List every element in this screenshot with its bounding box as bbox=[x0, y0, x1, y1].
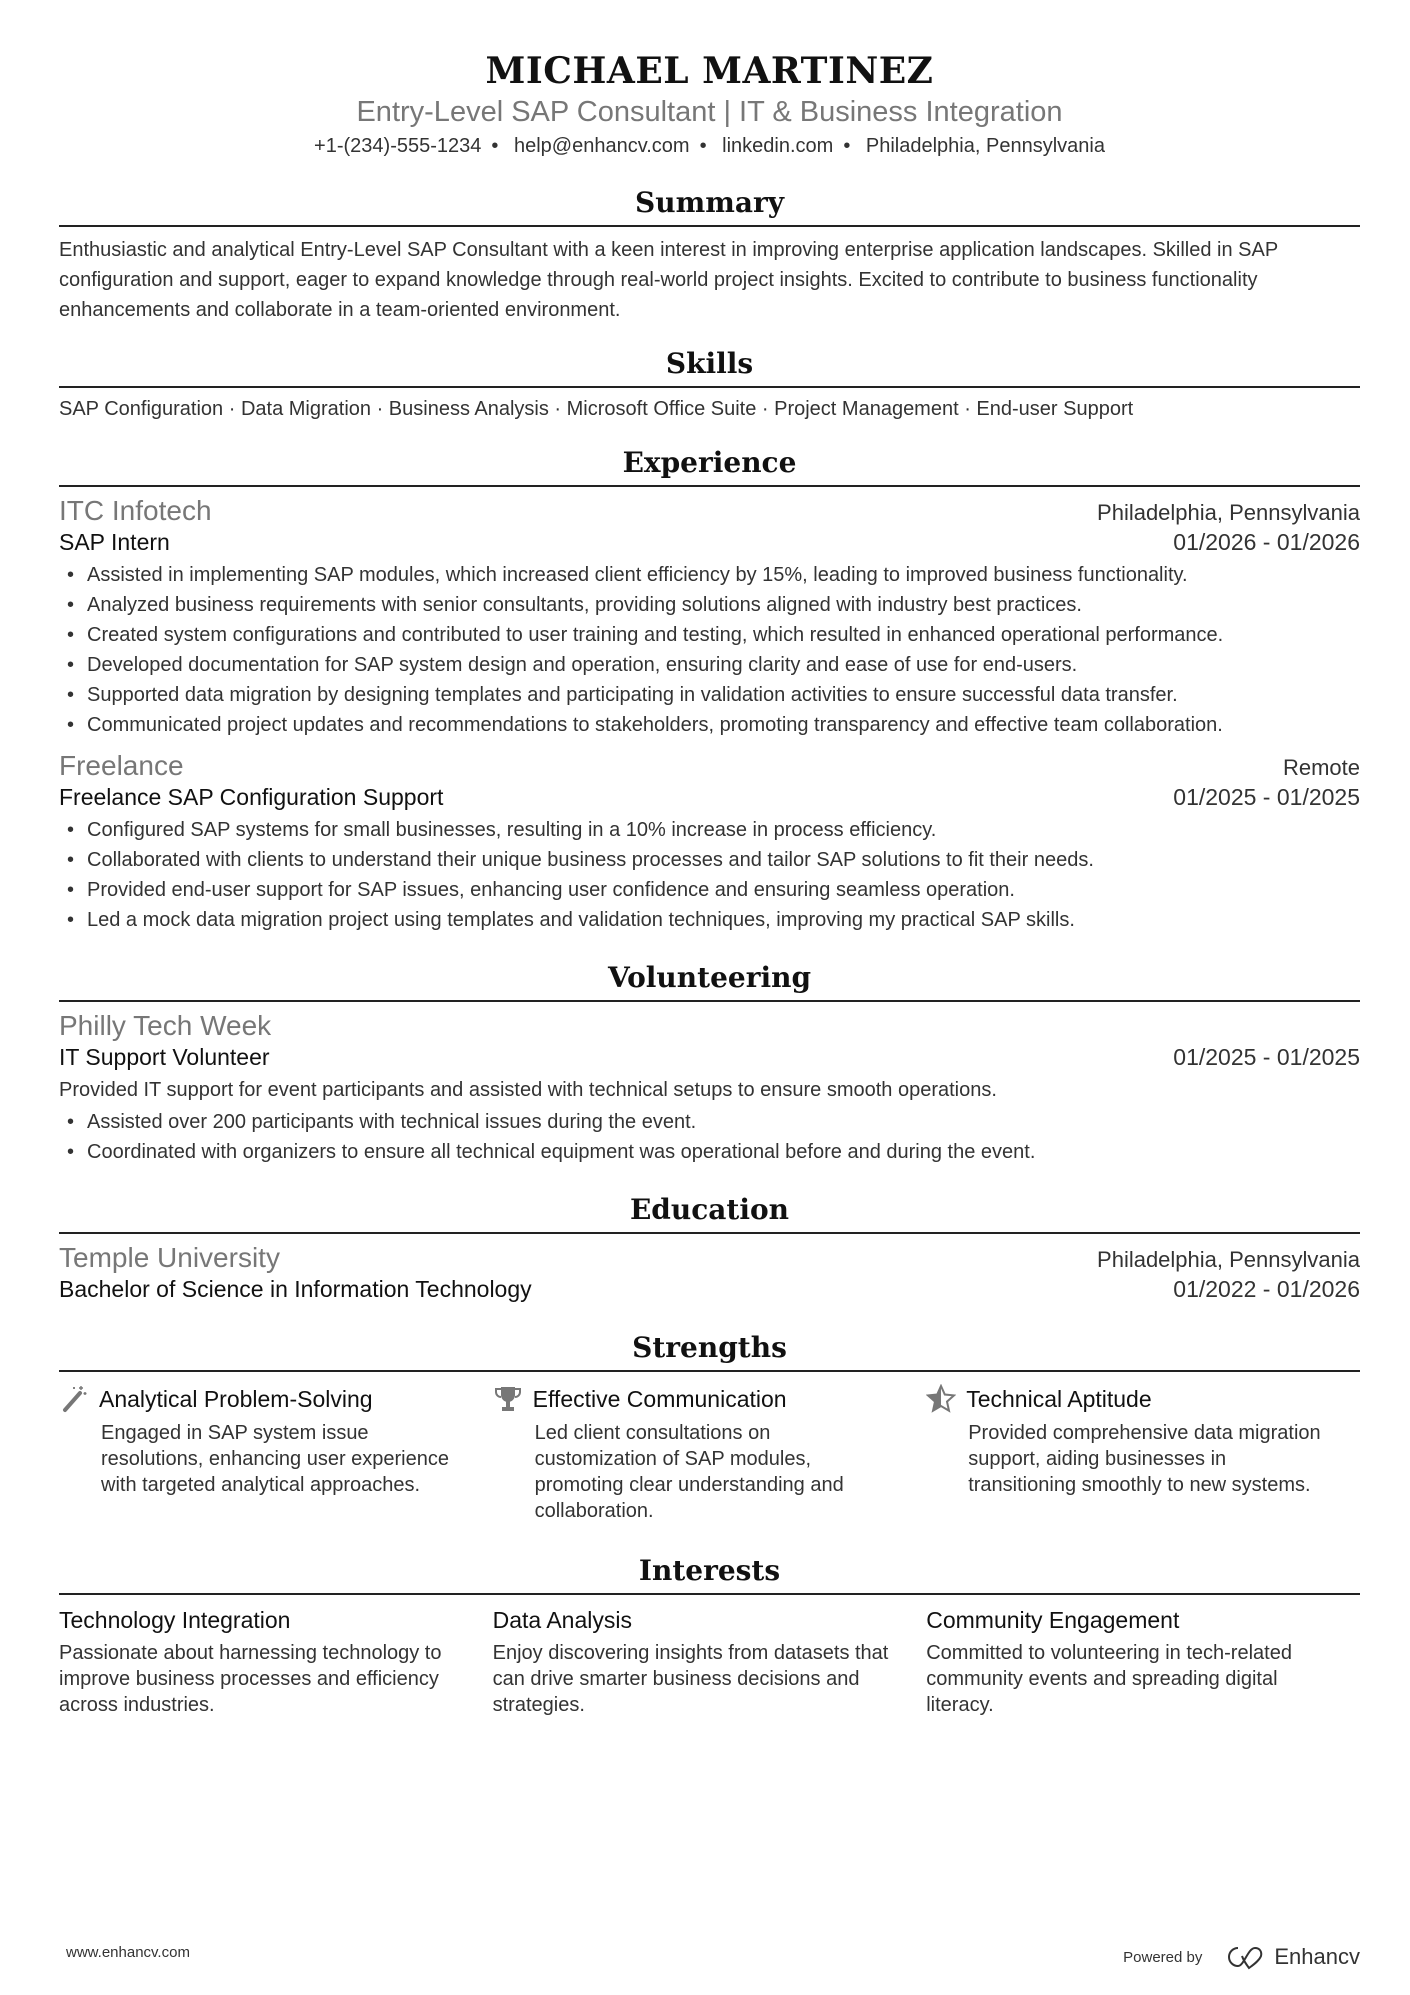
job-bullets bbox=[59, 560, 1360, 740]
enhancv-brand: Enhancv bbox=[1274, 1944, 1360, 1969]
strength-item bbox=[493, 1384, 927, 1524]
skills-heading: Skills bbox=[59, 347, 1360, 388]
enhancv-logo-icon bbox=[1224, 1944, 1268, 1970]
phone: +1-(234)-555-1234 bbox=[314, 135, 482, 157]
bullet: • Developed documentation for SAP system design and operation, ensuring clarity and ease of use for end-users. bbox=[59, 650, 1360, 680]
bullet: • Provided end-user support for SAP issues, enhancing user confidence and ensuring seamless operation. bbox=[59, 875, 1360, 905]
bullet: • Assisted over 200 participants with technical issues during the event. bbox=[59, 1107, 1360, 1137]
interest-text: Committed to volunteering in tech-related community events and spreading digital literacy. bbox=[926, 1642, 1292, 1716]
experience-item bbox=[59, 750, 1360, 935]
magic-wand-icon bbox=[59, 1384, 89, 1414]
job-dates: 01/2026 - 01/2026 bbox=[1173, 529, 1360, 555]
interests-heading: Interests bbox=[59, 1554, 1360, 1595]
strength-title: Effective Communication bbox=[532, 1385, 787, 1412]
star-icon bbox=[926, 1384, 956, 1414]
job-location: Remote bbox=[1282, 755, 1360, 780]
email-link[interactable]: help@enhancv.com bbox=[513, 135, 690, 157]
bullet: • Analyzed business requirements with senior consultants, providing solutions aligned with industry best practices. bbox=[59, 590, 1360, 620]
bullet: • Created system configurations and contributed to user training and testing, which resulted in enhanced operational performance. bbox=[59, 620, 1360, 650]
education-heading: Education bbox=[59, 1193, 1360, 1234]
bullet: • Communicated project updates and recommendations to stakeholders, promoting transparency and effective team collaboration. bbox=[59, 710, 1360, 740]
skills-text: SAP Configuration · Data Migration · Business Analysis · Microsoft Office Suite · Project Management · End-user Support bbox=[59, 398, 1134, 420]
volunteer-description: Provided IT support for event participants and assisted with technical setups to ensure smooth operations. bbox=[59, 1079, 997, 1101]
contact-info: +1-(234)-555-1234 • help@enhancv.com • linkedin.com • Philadelphia, Pennsylvania bbox=[314, 135, 1105, 157]
education-dates: 01/2022 - 01/2026 bbox=[1173, 1276, 1360, 1302]
education-item bbox=[59, 1242, 1360, 1303]
interest-title: Technology Integration bbox=[59, 1607, 291, 1633]
strength-text: Provided comprehensive data migration support, aiding businesses in transitioning smoothly to new systems. bbox=[968, 1422, 1321, 1496]
interest-title: Community Engagement bbox=[926, 1607, 1180, 1633]
trophy-icon bbox=[493, 1384, 523, 1414]
strength-text: Led client consultations on customization of SAP modules, promoting clear understanding and collaboration. bbox=[534, 1422, 844, 1522]
volunteering-heading: Volunteering bbox=[59, 961, 1360, 1002]
school-name: Temple University bbox=[59, 1242, 280, 1273]
interest-item bbox=[59, 1607, 493, 1718]
powered-by-label: Powered by bbox=[1123, 1948, 1203, 1966]
volunteer-bullets bbox=[59, 1107, 1360, 1167]
interest-title: Data Analysis bbox=[492, 1607, 632, 1633]
interest-text: Passionate about harnessing technology to improve business processes and efficiency across industries. bbox=[59, 1642, 442, 1716]
volunteer-role: IT Support Volunteer bbox=[59, 1044, 270, 1070]
job-location: Philadelphia, Pennsylvania bbox=[1097, 500, 1360, 525]
company-name: ITC Infotech bbox=[59, 495, 212, 526]
volunteer-dates: 01/2025 - 01/2025 bbox=[1173, 1044, 1360, 1070]
job-bullets bbox=[59, 815, 1360, 935]
enhancv-logo[interactable] bbox=[1224, 1944, 1360, 1970]
bullet: • Configured SAP systems for small businesses, resulting in a 10% increase in process efficiency. bbox=[59, 815, 1360, 845]
interest-item bbox=[493, 1607, 927, 1718]
interest-text: Enjoy discovering insights from datasets that can drive smarter business decisions and strategies. bbox=[492, 1642, 889, 1716]
strengths-list bbox=[59, 1384, 1360, 1524]
candidate-title: Entry-Level SAP Consultant | IT & Business Integration bbox=[356, 96, 1063, 128]
summary-heading: Summary bbox=[59, 186, 1360, 227]
website-link[interactable]: www.enhancv.com bbox=[66, 1944, 190, 1961]
summary-text: Enthusiastic and analytical Entry-Level SAP Consultant with a keen interest in improving enterprise application landscapes. Skilled in SAP configuration and support, eager to expand knowledge through real-world project insights. Excited to contribute to business functionality enhancements and collaborate in a team-oriented environment. bbox=[59, 239, 1278, 321]
interests-list bbox=[59, 1607, 1360, 1718]
bullet: • Assisted in implementing SAP modules, which increased client efficiency by 15%, leading to improved business functionality. bbox=[59, 560, 1360, 590]
bullet: • Coordinated with organizers to ensure all technical equipment was operational before and during the event. bbox=[59, 1137, 1360, 1167]
bullet: • Led a mock data migration project using templates and validation techniques, improving my practical SAP skills. bbox=[59, 905, 1360, 935]
job-role: Freelance SAP Configuration Support bbox=[59, 784, 444, 810]
strengths-heading: Strengths bbox=[59, 1331, 1360, 1372]
bullet: • Collaborated with clients to understand their unique business processes and tailor SAP solutions to fit their needs. bbox=[59, 845, 1360, 875]
experience-heading: Experience bbox=[59, 446, 1360, 487]
school-location: Philadelphia, Pennsylvania bbox=[1097, 1247, 1360, 1272]
candidate-name: MICHAEL MARTINEZ bbox=[485, 50, 934, 92]
volunteering-item bbox=[59, 1010, 1360, 1167]
location: Philadelphia, Pennsylvania bbox=[865, 135, 1105, 157]
experience-item bbox=[59, 495, 1360, 740]
job-role: SAP Intern bbox=[59, 529, 170, 555]
strength-item bbox=[926, 1384, 1360, 1524]
bullet: • Supported data migration by designing templates and participating in validation activities to ensure successful data transfer. bbox=[59, 680, 1360, 710]
strength-title: Analytical Problem-Solving bbox=[99, 1385, 373, 1412]
company-name: Freelance bbox=[59, 750, 184, 781]
strength-item bbox=[59, 1384, 493, 1524]
job-dates: 01/2025 - 01/2025 bbox=[1173, 784, 1360, 810]
interest-item bbox=[926, 1607, 1360, 1718]
strength-title: Technical Aptitude bbox=[966, 1385, 1152, 1412]
degree: Bachelor of Science in Information Technology bbox=[59, 1276, 532, 1302]
footer bbox=[66, 1944, 1360, 1970]
volunteer-org: Philly Tech Week bbox=[59, 1010, 272, 1041]
linkedin-link[interactable]: linkedin.com bbox=[722, 135, 834, 157]
strength-text: Engaged in SAP system issue resolutions, enhancing user experience with targeted analytical approaches. bbox=[101, 1422, 449, 1496]
